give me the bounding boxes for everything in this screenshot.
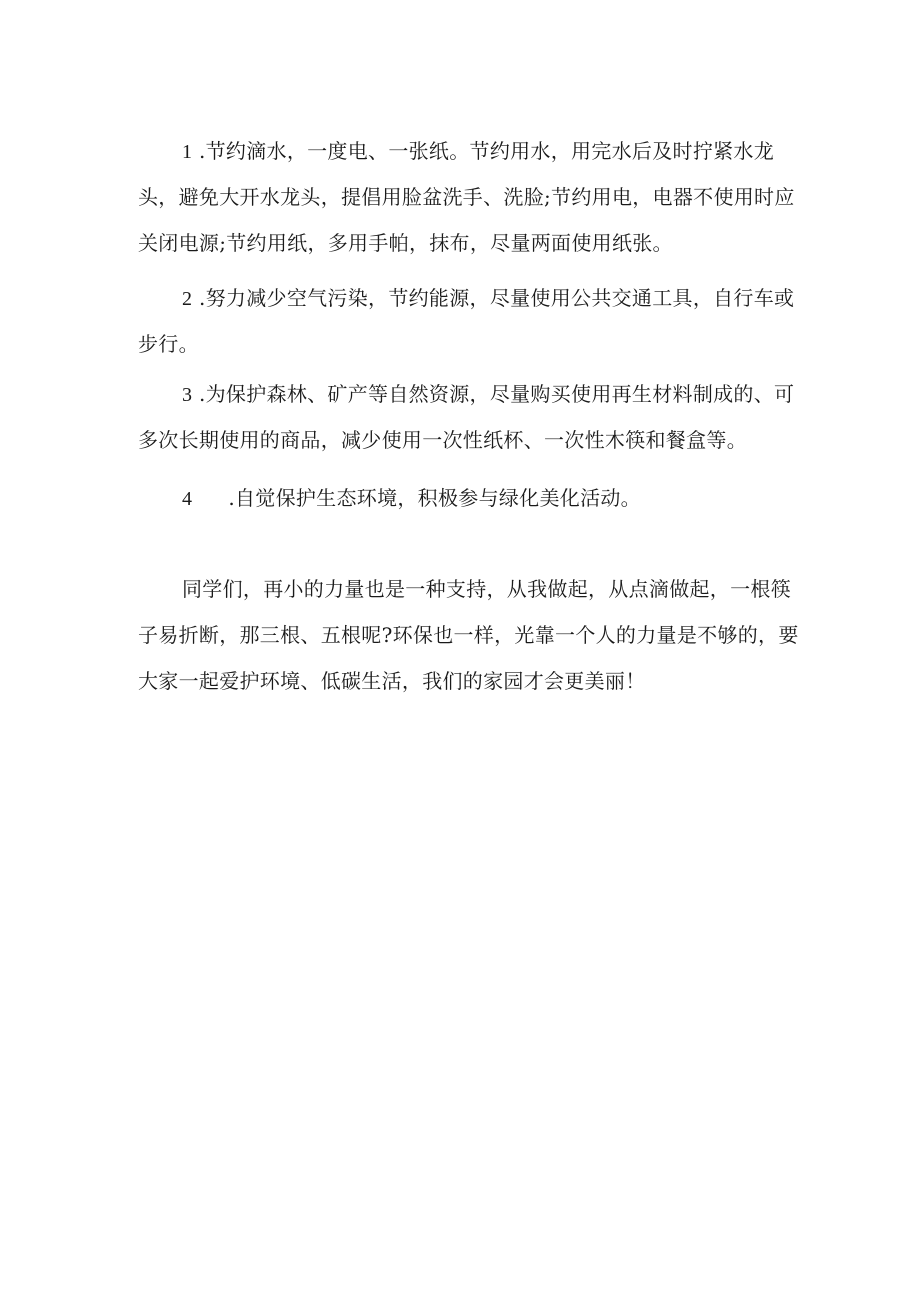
paragraph-line: 子易折断，那三根、五根呢?环保也一样，光靠一个人的力量是不够的，要 [138,623,799,647]
paragraph-line: 多次长期使用的商品，减少使用一次性纸杯、一次性木筷和餐盒等。 [138,428,747,452]
paragraph-line: .节约滴水，一度电、一张纸。节约用水，用完水后及时拧紧水龙 [192,139,775,163]
paragraph-line: .努力减少空气污染，节约能源，尽量使用公共交通工具，自行车或 [192,286,795,310]
paragraph-line: 同学们，再小的力量也是一种支持，从我做起，从点滴做起，一根筷 [182,577,791,601]
paragraph-line: .为保护森林、矿产等自然资源，尽量购买使用再生材料制成的、可 [192,382,795,406]
list-number: 2 [182,288,193,310]
list-number: 3 [182,384,193,406]
paragraph-line: 步行。 [138,332,199,356]
paragraph-line: 关闭电源;节约用纸，多用手帕，抹布，尽量两面使用纸张。 [138,231,673,255]
paragraph-line: .自觉保护生态环境，积极参与绿化美化活动。 [228,486,641,510]
paragraph-line: 头，避免大开水龙头，提倡用脸盆洗手、洗脸;节约用电，电器不使用时应 [138,185,795,209]
list-number: 4 [182,488,193,510]
paragraph-line: 大家一起爱护环境、低碳生活，我们的家园才会更美丽！ [138,669,646,693]
list-number: 1 [182,141,193,163]
